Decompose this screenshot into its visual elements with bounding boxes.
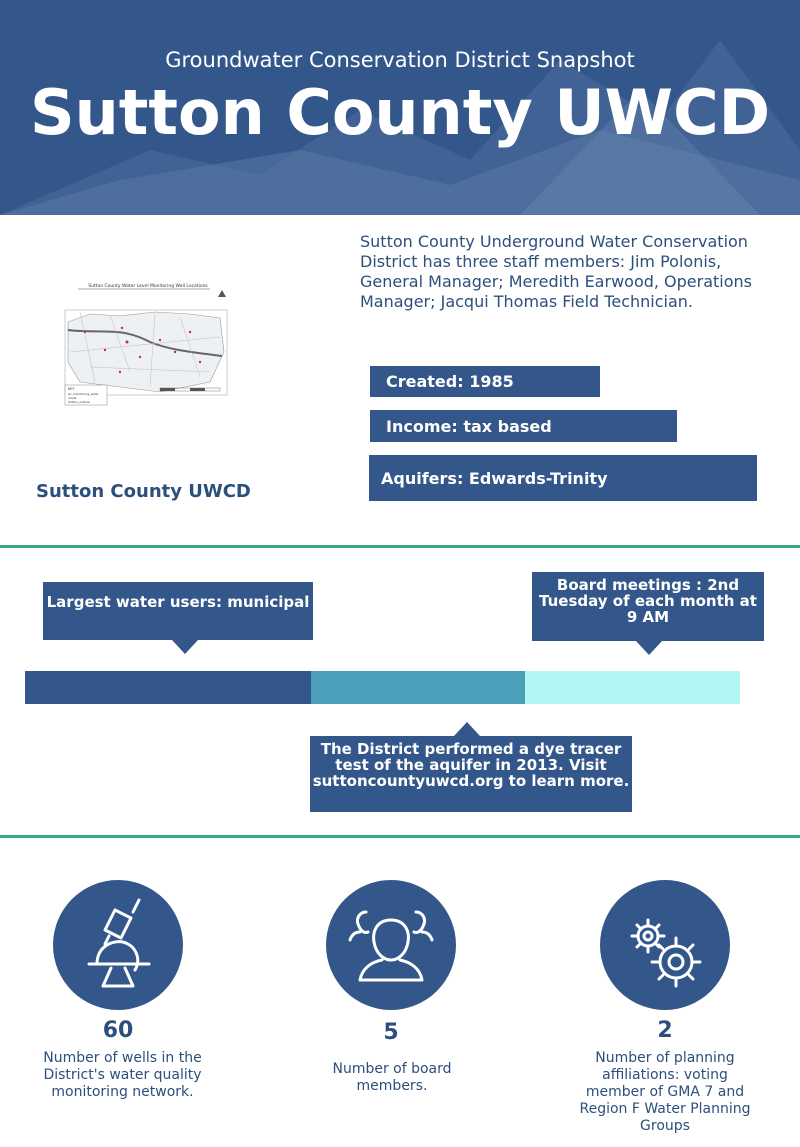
well-location-map	[60, 282, 230, 407]
stat-description: Number of board members.	[332, 1061, 452, 1094]
stat-circle	[326, 880, 456, 1010]
header-subtitle: Groundwater Conservation District Snapshot	[165, 48, 635, 72]
timeline-bar-segment	[525, 671, 740, 704]
gears-icon	[600, 880, 730, 1010]
timeline-bar-segment	[25, 671, 311, 704]
callout-water-users: Largest water users: municipal	[43, 582, 313, 640]
people-icon	[326, 880, 456, 1010]
staff-description: Sutton County Underground Water Conservation District has three staff members: Jim Polonis, General Manager; Meredith Earwood, Operations Manager; Jacqui Thomas Field Technician.	[360, 232, 753, 311]
stat-description: Number of wells in the District's water quality monitoring network.	[43, 1050, 202, 1100]
fact-aquifers: Aquifers: Edwards-Trinity	[369, 455, 757, 501]
map-caption: Sutton County Water Level Monitoring Well Locations	[88, 284, 208, 289]
microscope-icon	[53, 880, 183, 1010]
callout-dye-tracer: The District performed a dye tracer test of the aquifer in 2013. Visit suttoncountyuwcd.org to learn more.	[310, 736, 632, 812]
stat-circle	[600, 880, 730, 1010]
map-legend-item: roads	[68, 396, 77, 400]
section-divider	[0, 545, 800, 548]
section-divider	[0, 835, 800, 838]
callout-pointer	[454, 722, 480, 736]
stat-number: 5	[383, 1020, 399, 1045]
stat-description: Number of planning affiliations: voting member of GMA 7 and Region F Water Planning Groups	[579, 1050, 751, 1134]
map-legend-item: wl_monitoring_wells	[68, 392, 99, 396]
stat-circle	[53, 880, 183, 1010]
stat-number: 60	[102, 1018, 134, 1043]
stat-number: 2	[657, 1018, 673, 1043]
callout-pointer	[172, 640, 198, 654]
fact-income: Income: tax based	[370, 410, 677, 442]
header-title: Sutton County UWCD	[29, 76, 771, 149]
callout-pointer	[636, 641, 662, 655]
timeline-bar-segment	[311, 671, 525, 704]
district-label: Sutton County UWCD	[36, 481, 251, 502]
fact-created: Created: 1985	[370, 366, 600, 397]
callout-board-meetings: Board meetings : 2nd Tuesday of each month at 9 AM	[532, 572, 764, 641]
header-banner	[0, 0, 800, 215]
map-legend-item: Sutton_outline	[68, 400, 90, 404]
map-legend-title: KEY	[68, 387, 75, 391]
